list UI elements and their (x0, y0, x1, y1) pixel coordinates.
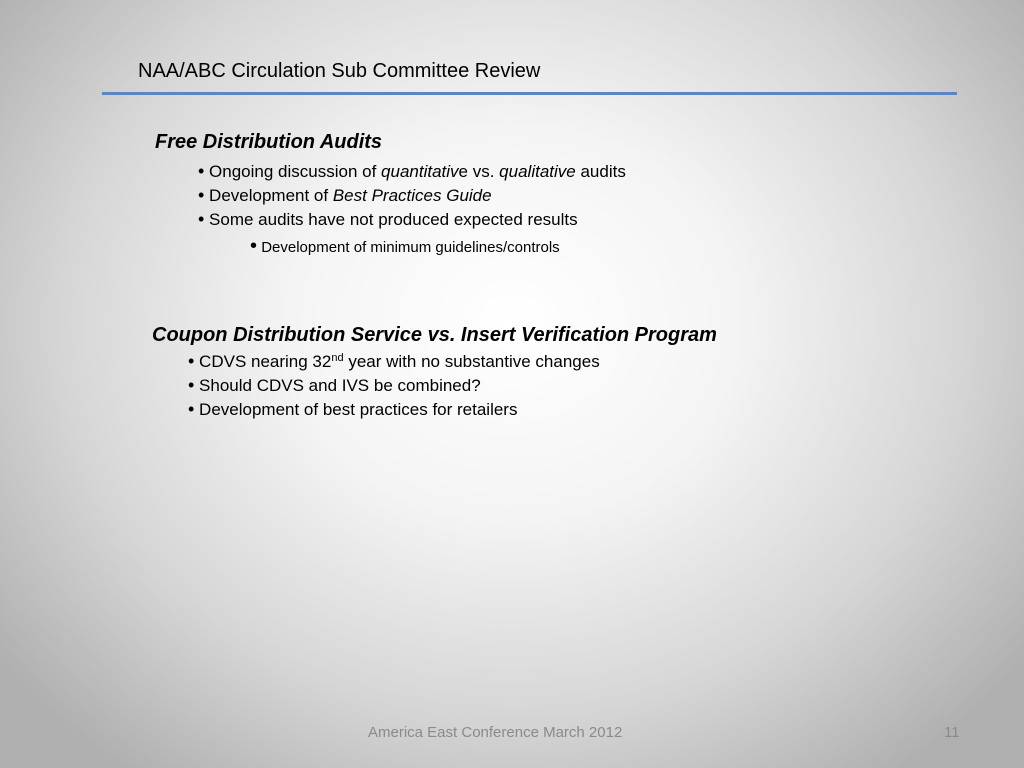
bullet-cdvs-nearing (188, 350, 600, 373)
bullet-text: CDVS nearing 32 (199, 352, 332, 371)
bullet-text: Some audits have not produced expected results (209, 210, 578, 229)
bullet-dot-icon: • (198, 161, 205, 181)
bullet-some-audits (198, 208, 578, 231)
page-number: 11 (944, 724, 960, 741)
bullet-dot-icon: • (250, 235, 258, 257)
section-heading-free-distribution-audits: Free Distribution Audits (155, 131, 383, 153)
bullet-text-italic: qualitative (499, 162, 576, 181)
bullet-text: audits (575, 162, 626, 181)
bullet-dot-icon: • (198, 209, 205, 229)
bullet-text: year with no substantive changes (343, 352, 600, 371)
footer-text: America East Conference March 2012 (368, 724, 623, 741)
bullet-text: Ongoing discussion of (209, 162, 382, 181)
bullet-cdvs-ivs-combined (188, 374, 481, 397)
bullet-text: Development of (209, 186, 333, 205)
sub-bullet-minimum-guidelines (250, 235, 560, 259)
section-heading-coupon-distribution: Coupon Distribution Service vs. Insert Verification Program (152, 324, 717, 346)
title-divider (102, 92, 957, 95)
bullet-ongoing-discussion (198, 160, 626, 183)
bullet-dot-icon: • (188, 351, 195, 371)
bullet-text-italic: quantitativ (381, 162, 459, 181)
slide-title: NAA/ABC Circulation Sub Committee Review (138, 60, 541, 82)
bullet-text: Should CDVS and IVS be combined? (199, 376, 481, 395)
bullet-text: e vs. (458, 162, 500, 181)
bullet-dot-icon: • (198, 185, 205, 205)
bullet-dot-icon: • (188, 399, 195, 419)
bullet-dot-icon: • (188, 375, 195, 395)
bullet-text: Development of minimum guidelines/controls (261, 239, 560, 256)
bullet-best-practices-guide (198, 184, 492, 207)
superscript-ordinal: nd (331, 352, 344, 364)
bullet-text-italic: Best Practices Guide (332, 186, 492, 205)
bullet-best-practices-retailers (188, 398, 517, 421)
bullet-text: Development of best practices for retailers (199, 400, 518, 419)
